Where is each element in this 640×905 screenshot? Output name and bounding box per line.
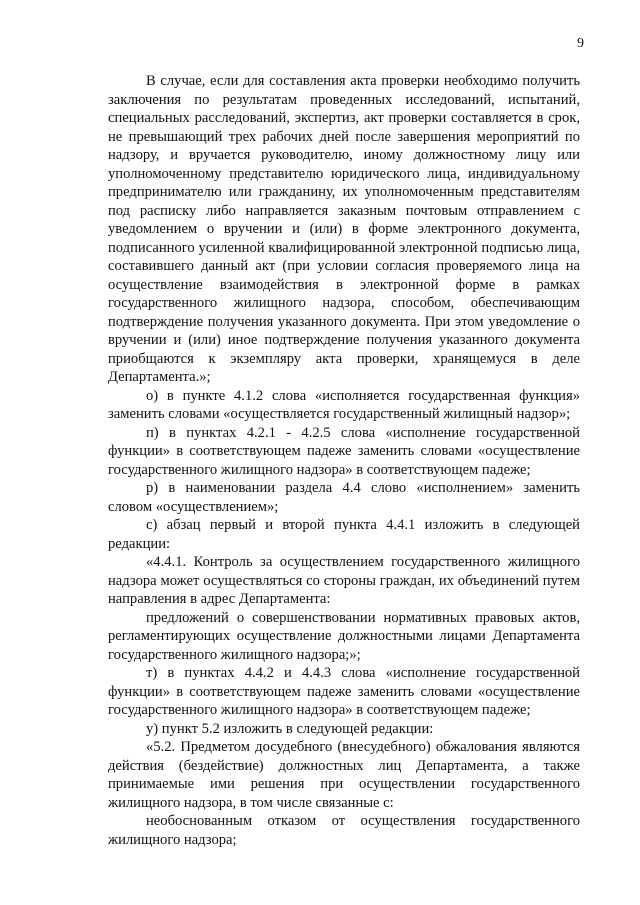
page-number: 9 — [577, 36, 584, 51]
paragraph-refusal: необоснованным отказом от осуществления государственного жилищного надзора; — [108, 813, 580, 848]
paragraph-item-s: с) абзац первый и второй пункта 4.4.1 изложить в следующей редакции: — [108, 517, 580, 552]
paragraph-item-p: п) в пунктах 4.2.1 - 4.2.5 слова «исполнение государственной функции» в соответствующем падеже заменить словами «осуществление государственного жилищного надзора» в соответствующем падеже; — [108, 424, 580, 478]
paragraph-item-t: т) в пунктах 4.4.2 и 4.4.3 слова «исполнение государственной функции» в соответствующем падеже заменить словами «осуществление государственного жилищного надзора» в соответствующем падеже; — [108, 665, 580, 718]
paragraph-item-r: р) в наименовании раздела 4.4 слово «исполнением» заменить словом «осуществлением»; — [108, 480, 580, 515]
document-body — [108, 72, 580, 849]
paragraph-5-2: «5.2. Предметом досудебного (внесудебного) обжалования являются действия (бездействие) должностных лиц Департамента, а также принимаемые ими решения при осуществлении государственного жилищного надзора, в том числе связанные с: — [108, 739, 580, 811]
paragraph-4-4-1: «4.4.1. Контроль за осуществлением государственного жилищного надзора может осуществляться со стороны граждан, их объединений путем направления в адрес Департамента: — [108, 554, 580, 607]
paragraph-proposals: предложений о совершенствовании нормативных правовых актов, регламентирующих осуществление должностными лицами Департамента государственного жилищного надзора;»; — [108, 609, 580, 663]
paragraph-act-delivery: В случае, если для составления акта проверки необходимо получить заключения по результатам проведенных исследований, испытаний, специальных расследований, экспертиз, акт проверки составляется в срок, не превышающий трех рабочих дней после завершения мероприятий по надзору, и вручается руководителю, иному должностному лицу или уполномоченному представителю юридического лица, индивидуальному предпринимателю или гражданину, их уполномоченным представителям под расписку либо направляется заказным почтовым отправлением с уведомлением о вручении и (или) в форме электронного документа, подписанного усиленной квалифицированной электронной подписью лица, составившего данный акт (при условии согласия проверяемого лица на осуществление взаимодействия в электронной форме в рамках государственного жилищного надзора, способом, обеспечивающим подтверждение получения указанного документа. При этом уведомление о вручении и (или) иное подтверждение получения указанного документа приобщаются к экземпляру акта проверки, хранящемуся в деле Департамента.»; — [108, 73, 580, 385]
paragraph-item-u: у) пункт 5.2 изложить в следующей редакции: — [146, 720, 434, 737]
paragraph-item-o: о) в пункте 4.1.2 слова «исполняется государственная функция» заменить словами «осуществляется государственный жилищный надзор»; — [108, 387, 580, 422]
